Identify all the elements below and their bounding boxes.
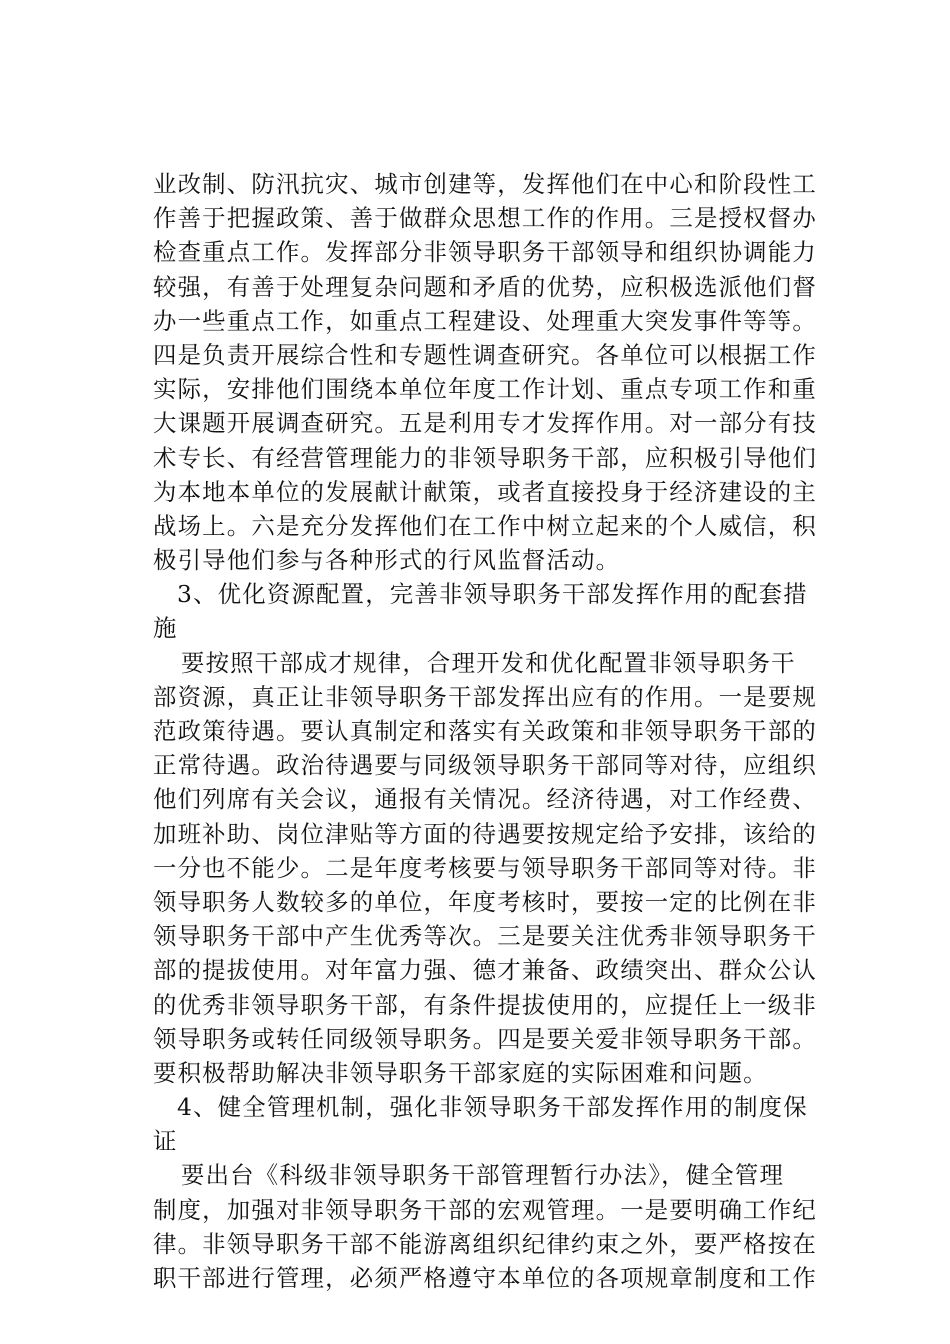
text-line: 他们列席有关会议，通报有关情况。经济待遇，对工作经费、 [153, 785, 817, 814]
text-line: 实际，安排他们围绕本单位年度工作计划、重点专项工作和重 [153, 375, 817, 404]
text-line: 律。非领导职务干部不能游离组织纪律约束之外，要严格按在 [153, 1229, 817, 1258]
text-line: 要积极帮助解决非领导职务干部家庭的实际困难和问题。 [153, 1058, 768, 1087]
text-line: 四是负责开展综合性和专题性调查研究。各单位可以根据工作 [153, 340, 817, 369]
text-line: 的优秀非领导职务干部，有条件提拔使用的，应提任上一级非 [153, 990, 817, 1019]
text-line: 极引导他们参与各种形式的行风监督活动。 [153, 546, 621, 575]
text-line: 领导职务或转任同级领导职务。四是要关爱非领导职务干部。 [153, 1024, 817, 1053]
text-line: 较强，有善于处理复杂问题和矛盾的优势，应积极选派他们督 [153, 272, 817, 301]
text-line: 办一些重点工作，如重点工程建设、处理重大突发事件等等。 [153, 306, 817, 335]
text-line: 术专长、有经营管理能力的非领导职务干部，应积极引导他们 [153, 443, 817, 472]
body-text [153, 167, 833, 1295]
section-heading-continuation: 证 [153, 1127, 178, 1156]
text-line: 加班补助、岗位津贴等方面的待遇要按规定给予安排，该给的 [153, 819, 817, 848]
text-line: 大课题开展调查研究。五是利用专才发挥作用。对一部分有技 [153, 409, 817, 438]
section-heading: 3、优化资源配置，完善非领导职务干部发挥作用的配套措 [177, 580, 808, 609]
text-line: 战场上。六是充分发挥他们在工作中树立起来的个人威信，积 [153, 511, 817, 540]
text-line: 检查重点工作。发挥部分非领导职务干部领导和组织协调能力 [153, 238, 817, 267]
text-line: 为本地本单位的发展献计献策，或者直接投身于经济建设的主 [153, 477, 817, 506]
text-line: 作善于把握政策、善于做群众思想工作的作用。三是授权督办 [153, 204, 817, 233]
text-line: 业改制、防汛抗灾、城市创建等，发挥他们在中心和阶段性工 [153, 170, 817, 198]
text-line: 职干部进行管理，必须严格遵守本单位的各项规章制度和工作 [153, 1264, 817, 1292]
text-line: 正常待遇。政治待遇要与同级领导职务干部同等对待，应组织 [153, 751, 817, 780]
paragraph-first-line: 要按照干部成才规律，合理开发和优化配置非领导职务干 [181, 648, 796, 677]
text-line: 部资源，真正让非领导职务干部发挥出应有的作用。一是要规 [153, 682, 817, 711]
text-line: 领导职务人数较多的单位，年度考核时，要按一定的比例在非 [153, 887, 817, 916]
text-line: 制度，加强对非领导职务干部的宏观管理。一是要明确工作纪 [153, 1195, 817, 1224]
text-line: 一分也不能少。二是年度考核要与领导职务干部同等对待。非 [153, 853, 817, 882]
paragraph-first-line: 要出台《科级非领导职务干部管理暂行办法》，健全管理 [181, 1161, 785, 1190]
text-line: 部的提拔使用。对年富力强、德才兼备、政绩突出、群众公认 [153, 956, 817, 985]
text-line: 领导职务干部中产生优秀等次。三是要关注优秀非领导职务干 [153, 922, 817, 951]
section-heading: 4、健全管理机制，强化非领导职务干部发挥作用的制度保 [177, 1093, 808, 1122]
section-heading-continuation: 施 [153, 614, 178, 643]
text-line: 范政策待遇。要认真制定和落实有关政策和非领导职务干部的 [153, 717, 817, 745]
